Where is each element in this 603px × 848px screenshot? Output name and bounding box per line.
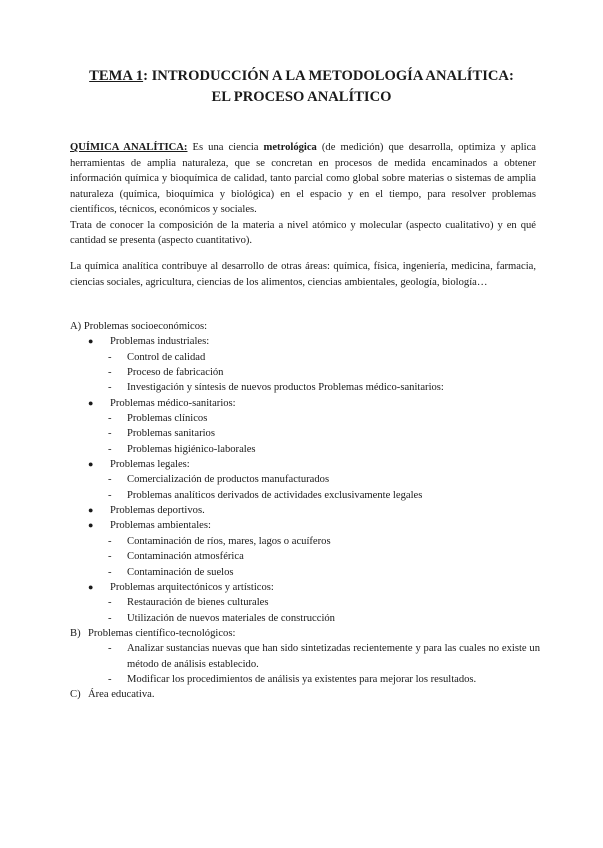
- list-item-bullet: [70, 580, 540, 595]
- list-item-dash: [70, 611, 540, 626]
- section-c-marker: C): [70, 689, 81, 701]
- intro-paragraph: [70, 140, 536, 249]
- bullet-label: Problemas industriales:: [110, 336, 210, 348]
- list-item-dash: [70, 365, 540, 380]
- intro-text-b: (de medición) que desarrolla, optimiza y aplica herramientas de amplia naturaleza, que se concretan en procesos de medida encaminados a obtener información química y bioquímica de calidad, tanto parcial como global sobre materias o sistemas de amplia naturaleza (química, bioquímica y biológica) en el espacio y en el tiempo, para resolver problemas científicos, técnicos, económicos y sociales.: [70, 142, 536, 215]
- areas-paragraph: [70, 259, 536, 290]
- dash-label: Comercialización de productos manufacturados: [127, 474, 330, 486]
- dash-label: Contaminación atmosférica: [127, 551, 244, 563]
- list-item-dash: [70, 595, 540, 610]
- dash-label: Restauración de bienes culturales: [127, 597, 269, 609]
- title-tema: TEMA 1: [89, 68, 144, 84]
- dash-label: Problemas analíticos derivados de actividades exclusivamente legales: [127, 489, 423, 501]
- dash-icon: -: [108, 643, 112, 655]
- bullet-icon: ●: [88, 581, 94, 592]
- list-item-bullet: [70, 396, 540, 411]
- dash-label: Contaminación de ríos, mares, lagos o acuíferos: [127, 535, 331, 547]
- dash-icon: -: [108, 612, 112, 624]
- problems-outline: [70, 319, 540, 703]
- dash-label: Contaminación de suelos: [127, 566, 234, 578]
- dash-label: Proceso de fabricación: [127, 367, 224, 379]
- bullet-icon: ●: [88, 505, 94, 516]
- intro-text-c: Trata de conocer la composición de la materia a nivel atómico y molecular (aspecto cualitativo) y en qué cantidad se presenta (aspecto cuantitativo).: [70, 219, 536, 246]
- dash-label: Control de calidad: [127, 351, 206, 363]
- list-item-dash: [70, 565, 540, 580]
- areas-ellipsis: …: [476, 276, 488, 288]
- dash-icon: -: [108, 351, 112, 363]
- intro-bold-word: metrológica: [263, 142, 317, 153]
- bullet-icon: ●: [88, 336, 94, 347]
- list-item-dash: [70, 350, 540, 365]
- title-rest: : INTRODUCCIÓN A LA METODOLOGÍA ANALÍTICA:: [143, 68, 514, 84]
- dash-icon: -: [108, 673, 112, 685]
- list-item-dash: [70, 380, 540, 395]
- dash-icon: -: [108, 443, 112, 455]
- list-item-bullet: [70, 518, 540, 533]
- bullet-label: Problemas arquitectónicos y artísticos:: [110, 581, 274, 593]
- dash-label: Utilización de nuevos materiales de construcción: [127, 612, 335, 624]
- list-item-dash: [70, 488, 540, 503]
- dash-icon: -: [108, 489, 112, 501]
- title-line-1: [60, 66, 543, 87]
- bullet-icon: ●: [88, 520, 94, 531]
- title-line-2: EL PROCESO ANALÍTICO: [211, 89, 392, 105]
- bullet-label: Problemas legales:: [110, 459, 190, 471]
- areas-last-word: biología: [442, 276, 477, 288]
- section-b-label: Problemas científico-tecnológicos:: [88, 627, 236, 639]
- list-item-dash: [70, 534, 540, 549]
- list-item-dash: [70, 472, 540, 487]
- dash-icon: -: [108, 551, 112, 563]
- dash-label: Problemas higiénico-laborales: [127, 443, 256, 455]
- section-c-heading: [70, 687, 540, 702]
- dash-icon: -: [108, 367, 112, 379]
- dash-label: Investigación y síntesis de nuevos productos Problemas médico-sanitarios:: [127, 382, 444, 394]
- dash-icon: -: [108, 382, 112, 394]
- section-b-marker: B): [70, 627, 81, 639]
- list-item-dash: [70, 411, 540, 426]
- intro-heading: QUÍMICA ANALÍTICA:: [70, 142, 188, 153]
- dash-icon: -: [108, 428, 112, 440]
- section-a-heading: A) Problemas socioeconómicos:: [70, 321, 208, 332]
- dash-label: Problemas clínicos: [127, 413, 208, 425]
- list-item-bullet: [70, 503, 540, 518]
- list-item-dash: [70, 426, 540, 441]
- list-item-dash: [70, 641, 540, 672]
- dash-icon: -: [108, 535, 112, 547]
- dash-icon: -: [108, 474, 112, 486]
- bullet-label: Problemas ambientales:: [110, 520, 211, 532]
- bullet-label: Problemas médico-sanitarios:: [110, 397, 236, 409]
- bullet-icon: ●: [88, 459, 94, 470]
- areas-text: La química analítica contribuye al desarrollo de otras áreas: química, física, ingeniería, medicina, farmacia, ciencias sociales, agricultura, ciencias de los alimentos, ciencias ambientales, geología,: [70, 261, 536, 288]
- list-item-dash: [70, 672, 540, 687]
- dash-icon: -: [108, 597, 112, 609]
- dash-label: Modificar los procedimientos de análisis ya existentes para mejorar los resultados.: [127, 673, 477, 685]
- page-title: [60, 66, 543, 108]
- list-item-dash: [70, 442, 540, 457]
- section-c-label: Área educativa.: [88, 689, 155, 701]
- bullet-label: Problemas deportivos.: [110, 505, 205, 517]
- list-item-dash: [70, 549, 540, 564]
- list-item-bullet: [70, 457, 540, 472]
- bullet-icon: ●: [88, 397, 94, 408]
- dash-label: Problemas sanitarios: [127, 428, 215, 440]
- intro-text-a: Es una ciencia: [187, 142, 264, 153]
- dash-label: Analizar sustancias nuevas que han sido sintetizadas recientemente y para las cuales no existe un método de análisis establecido.: [127, 643, 540, 670]
- dash-icon: -: [108, 413, 112, 425]
- list-item-bullet: [70, 334, 540, 349]
- section-b-heading: [70, 626, 540, 641]
- dash-icon: -: [108, 566, 112, 578]
